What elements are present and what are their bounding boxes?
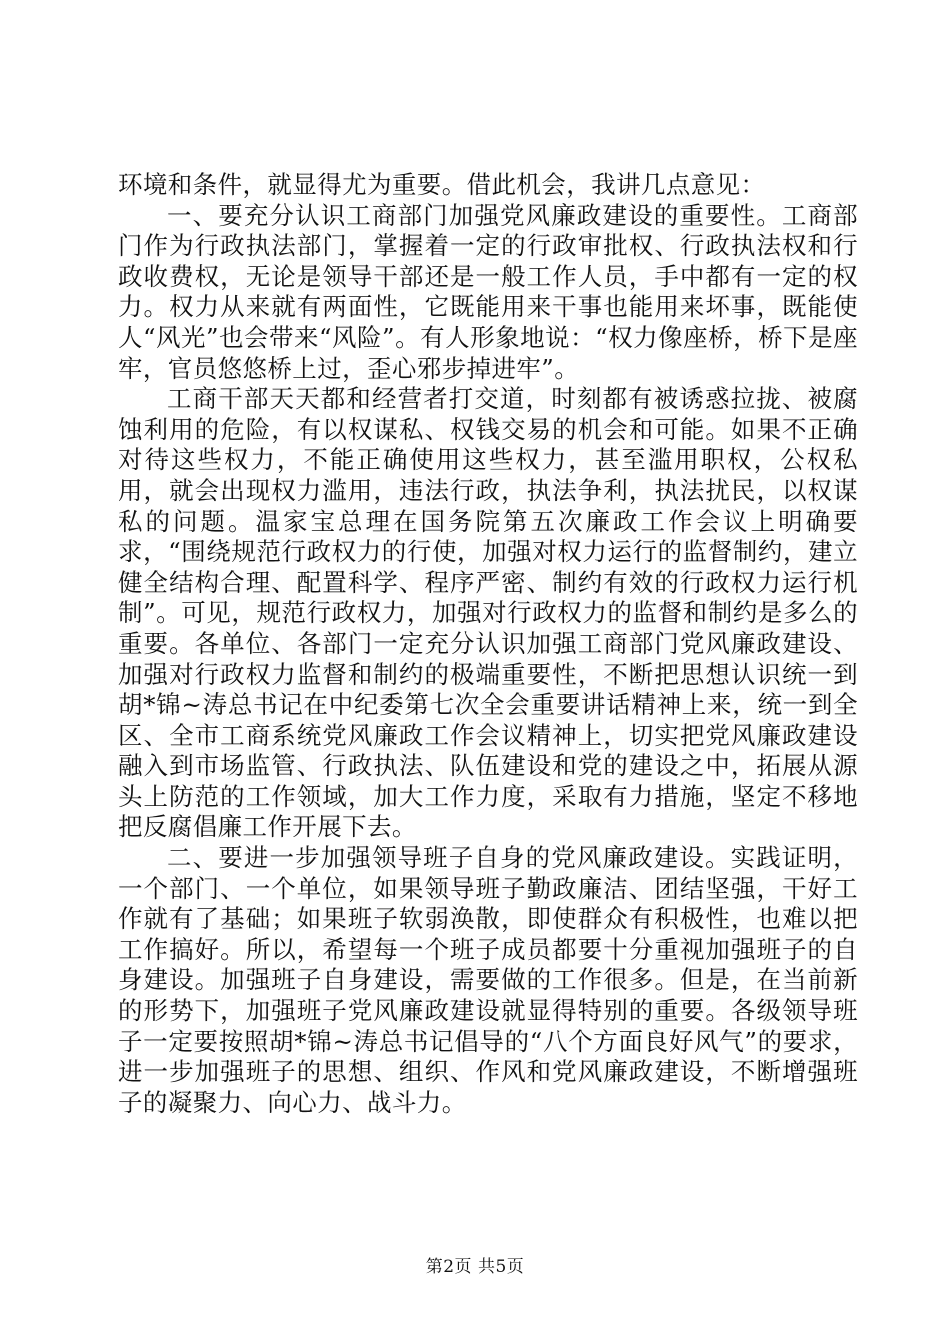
paragraph-section-one: 一、要充分认识工商部门加强党风廉政建设的重要性。工商部门作为行政执法部门，掌握着一定的行政审批权、行政执法权和行政收费权，无论是领导干部还是一般工作人员，手中都有一定的权力。权力从来就有两面性，它既能用来干事也能用来坏事，既能使人“风光”也会带来“风险”。有人形象地说：“权力像座桥，桥下是座牢，官员悠悠桥上过，歪心邪步掉进牢”。 <box>118 200 858 383</box>
document-body <box>118 170 858 1118</box>
paragraph-cadre-power: 工商干部天天都和经营者打交道，时刻都有被诱惑拉拢、被腐蚀利用的危险，有以权谋私、权钱交易的机会和可能。如果不正确对待这些权力，不能正确使用这些权力，甚至滥用职权，公权私用，就会出现权力滥用，违法行政，执法争利，执法扰民，以权谋私的问题。温家宝总理在国务院第五次廉政工作会议上明确要求，“围绕规范行政权力的行使，加强对权力运行的监督制约，建立健全结构合理、配置科学、程序严密、制约有效的行政权力运行机制”。可见，规范行政权力，加强对行政权力的监督和制约是多么的重要。各单位、各部门一定充分认识加强工商部门党风廉政建设、加强对行政权力监督和制约的极端重要性，不断把思想认识统一到胡*锦~涛总书记在中纪委第七次全会重要讲话精神上来，统一到全区、全市工商系统党风廉政工作会议精神上，切实把党风廉政建设融入到市场监管、行政执法、队伍建设和党的建设之中，拓展从源头上防范的工作领域，加大工作力度，采取有力措施，坚定不移地把反腐倡廉工作开展下去。 <box>118 384 858 842</box>
paragraph-section-two: 二、要进一步加强领导班子自身的党风廉政建设。实践证明，一个部门、一个单位，如果领导班子勤政廉洁、团结坚强，干好工作就有了基础；如果班子软弱涣散，即使群众有积极性，也难以把工作搞好。所以，希望每一个班子成员都要十分重视加强班子的自身建设。加强班子自身建设，需要做的工作很多。但是，在当前新的形势下，加强班子党风廉政建设就显得特别的重要。各级领导班子一定要按照胡*锦~涛总书记倡导的“八个方面良好风气”的要求，进一步加强班子的思想、组织、作风和党风廉政建设，不断增强班子的凝聚力、向心力、战斗力。 <box>118 843 858 1117</box>
paragraph-continuation: 环境和条件，就显得尤为重要。借此机会，我讲几点意见： <box>118 170 766 199</box>
page-number-footer: 第2页 共5页 <box>425 1257 525 1277</box>
